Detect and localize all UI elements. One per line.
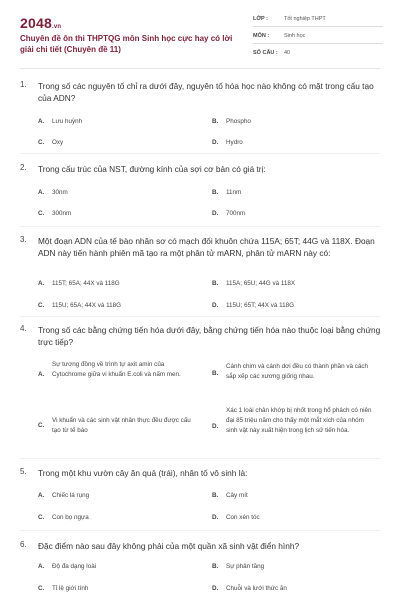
- question-number: 5.: [20, 467, 27, 476]
- question-divider: [20, 226, 380, 227]
- option-letter: D.: [212, 423, 219, 430]
- option-text: Cây mít: [226, 492, 248, 499]
- option-letter: B.: [212, 280, 219, 287]
- option-letter: C.: [38, 302, 45, 309]
- meta-label: SỐ CÂU :: [253, 50, 278, 56]
- meta-label: LỚP :: [253, 16, 268, 22]
- option-letter: B.: [212, 189, 219, 196]
- option-letter: C.: [38, 210, 45, 217]
- option-text: Con xén tóc: [226, 514, 260, 521]
- option-text: Sự phân tầng: [226, 563, 265, 570]
- option-letter: C.: [38, 139, 45, 146]
- document-title: Chuyên đề ôn thi THPTQG môn Sinh học cực hay có lời giải chi tiết (Chuyên đề 11): [20, 34, 233, 54]
- question-number: 1.: [20, 80, 27, 89]
- option-text: Hydro: [226, 139, 243, 146]
- option-letter: A.: [38, 371, 45, 378]
- option-text: Lưu huỳnh: [52, 118, 83, 125]
- option-letter: A.: [38, 189, 45, 196]
- option-letter: D.: [212, 210, 219, 217]
- question-divider: [20, 530, 380, 531]
- option-letter: D.: [212, 139, 219, 146]
- option-text: Oxy: [52, 139, 64, 146]
- option-text: Xác 1 loài chân khớp bị nhốt trong hổ phách có niên đại 85 triệu năm cho thấy một mắt xích của nhóm sinh vật này xuất hiện trong lịch sử tiến hóa.: [226, 407, 372, 434]
- question-text: Trong cấu trúc của NST, đường kính của sợi cơ bản có giá trị:: [38, 164, 266, 174]
- option-text: Con bọ ngựa: [52, 514, 89, 521]
- option-letter: A.: [38, 492, 45, 499]
- option-letter: C.: [38, 514, 45, 521]
- question-text: Trong số các bằng chứng tiến hóa dưới đây, bằng chứng tiến hóa nào thuộc loại bằng chứng trực tiếp?: [38, 325, 381, 347]
- option-text: 115T; 65A; 44X và 118G: [52, 280, 120, 287]
- option-letter: A.: [38, 280, 45, 287]
- option-text: 300nm: [52, 210, 72, 217]
- option-text: Tỉ lệ giới tính: [52, 585, 89, 592]
- option-letter: B.: [212, 563, 219, 570]
- option-letter: D.: [212, 302, 219, 309]
- meta-row-grade: [253, 13, 383, 27]
- question-number: 3.: [20, 235, 27, 244]
- option-letter: C.: [38, 422, 45, 429]
- option-letter: B.: [212, 492, 219, 499]
- option-letter: D.: [212, 585, 219, 592]
- option-text: Phospho: [226, 118, 251, 125]
- option-text: Độ đa dạng loài: [52, 563, 97, 570]
- meta-value: Sinh học: [284, 33, 306, 39]
- option-letter: A.: [38, 563, 45, 570]
- option-text: 700nm: [226, 210, 246, 217]
- option-letter: C.: [38, 585, 45, 592]
- question-number: 6.: [20, 540, 27, 549]
- question-text: Một đoạn ADN của tế bào nhân sơ có mạch đối khuôn chứa 115A; 65T; 44G và 118X. Đoạn ADN này tiến hành phiên mã tạo ra một phân tử mARN, phân tử mARN này có:: [38, 236, 375, 258]
- option-text: 115A; 65U; 44G và 118X: [226, 280, 296, 287]
- question-divider: [20, 153, 380, 154]
- question-divider: [20, 316, 380, 317]
- question-text: Trong số các nguyên tố chỉ ra dưới đây, nguyên tố hóa học nào không có mặt trong cấu tạo của ADN?: [38, 81, 374, 103]
- option-text: Chiếc lá rụng: [52, 492, 90, 499]
- meta-value: 40: [284, 50, 291, 56]
- option-letter: B.: [212, 370, 219, 377]
- question-text: Đặc điểm nào sau đây không phải của một quần xã sinh vật điển hình?: [38, 541, 300, 551]
- question-text: Trong một khu vườn cây ăn quả (trái), nhân tố vô sinh là:: [38, 468, 248, 478]
- question-number: 2.: [20, 163, 27, 172]
- option-text: 115U; 65T; 44X và 118G: [226, 302, 295, 309]
- option-text: 115U; 65A; 44X và 118G: [52, 302, 122, 309]
- meta-row-subject: [253, 30, 383, 44]
- option-letter: D.: [212, 514, 219, 521]
- question-number: 4.: [20, 324, 27, 333]
- meta-label: MÔN :: [253, 33, 270, 39]
- question-divider: [20, 458, 380, 459]
- option-text: Sự tương đồng về trình tự axit amin của Cytochrome giữa vi khuẩn E.coli và nấm men.: [52, 361, 181, 378]
- meta-value: Tốt nghiệp THPT: [284, 16, 326, 22]
- meta-row-count: [253, 47, 383, 61]
- logo-text: 2048: [20, 15, 52, 31]
- document-header: [0, 0, 400, 62]
- option-letter: B.: [212, 118, 219, 125]
- logo-suffix: .vn: [51, 24, 62, 30]
- header-divider: [20, 68, 380, 69]
- option-text: Chuỗi và lưới thức ăn: [226, 585, 287, 592]
- site-logo[interactable]: [20, 15, 61, 31]
- option-text: 11nm: [226, 189, 242, 196]
- option-text: Vi khuẩn và các sinh vật nhân thực đều được cấu tạo từ tế bào: [52, 417, 191, 434]
- option-text: Cánh chim và cánh dơi đều có thành phần và cách sắp xếp các xương giống nhau.: [226, 363, 369, 380]
- option-letter: A.: [38, 118, 45, 125]
- option-text: 30nm: [52, 189, 68, 196]
